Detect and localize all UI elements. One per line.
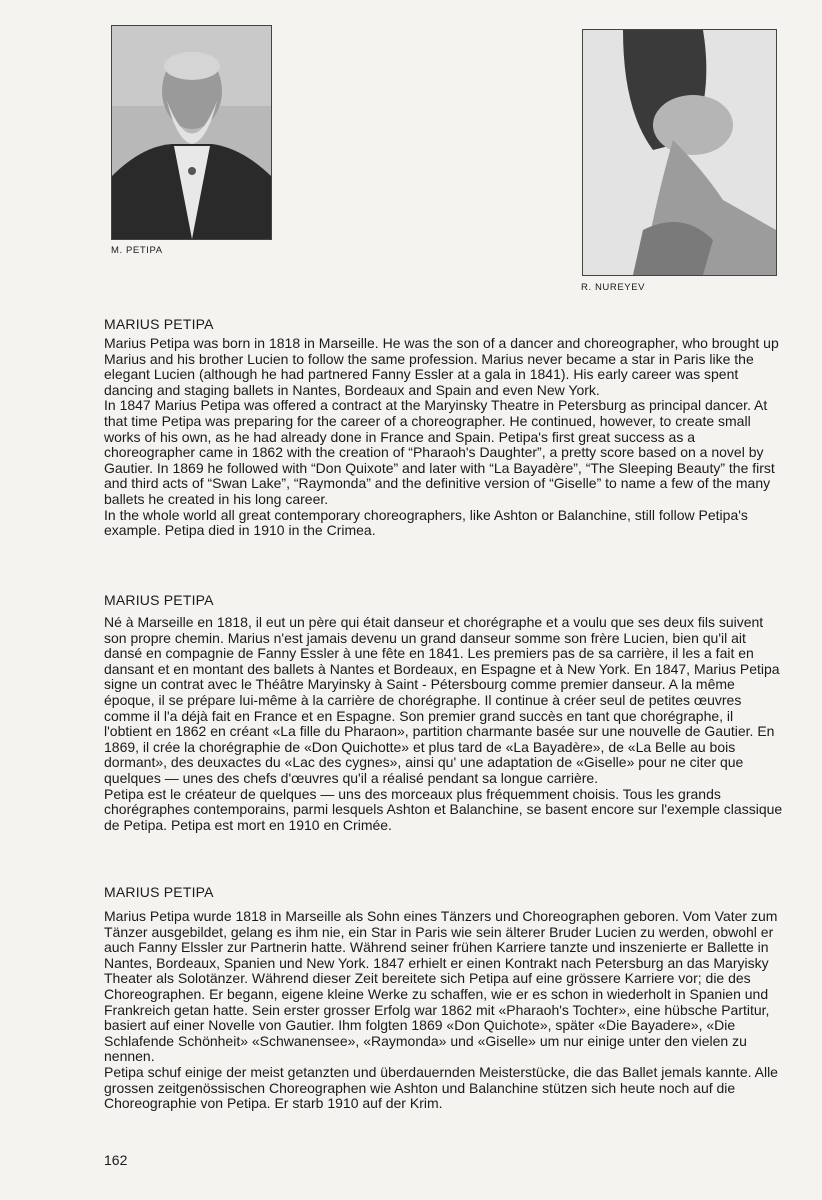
german-paragraph: Petipa schuf einige der meist getanzten und überdauernden Meisterstücke, die das Ballet jemals kannte. Alle grossen zeitgenössischen Choreographen wie Ashton und Balanchine stützen sich heute noch auf die Choreographie von Petipa. Er starb 1910 auf der Krim. <box>104 1063 778 1112</box>
german-body-text <box>104 909 784 1112</box>
french-paragraph: Petipa est le créateur de quelques — uns des morceaux plus fréquemment choisis. Tous les grands chorégraphes contemporains, parmi lesquels Ashton et Balanchine, se basent encore sur l'exemple classique de Petipa. Petipa est mort en 1910 en Crimée. <box>104 785 783 833</box>
english-body-text <box>104 336 784 539</box>
petipa-photo-caption: M. PETIPA <box>111 245 163 256</box>
petipa-portrait-photo <box>111 25 272 240</box>
page-number: 162 <box>104 1152 128 1168</box>
french-paragraph: Né à Marseille en 1818, il eut un père qui était danseur et chorégraphe et a voulu que ses deux fils suivent son propre chemin. Marius n'est jamais devenu un grand danseur somme son frère Lucien, bien qu'il ait dansé en compagnie de Fanny Essler à une fête en 1841. Les premiers pas de sa carrière, il les a fait en dansant et en montant des ballets à Nantes et Bordeaux, en Espagne et à New York. En 1847, Marius Petipa signe un contrat avec le Théâtre Maryinsky à Saint - Pétersbourg comme premier danseur. A la même époque, il se prépare lui-même à la carrière de chorégraphe. Il continue à créer seul de petites œuvres comme il l'a déjà fait en France et en Espagne. Son premier grand succès en tant que chorégraphe, il l'obtient en 1862 en créant «La fille du Pharaon», partition charmante basée sur une nouvelle de Gautier. En 1869, il crée la chorégraphie de «Don Quichotte» et plus tard de «La Bayadère», de «La Belle au bois dormant», des deuxactes du «Lac des cygnes», ainsi qu' une adaptation de «Giselle» pour ne citer que quelques — unes des chefs d'œuvres qu'il a réalisé pendant sa longue carrière. <box>104 614 780 786</box>
french-body-text <box>104 615 784 833</box>
english-paragraph: Marius Petipa was born in 1818 in Marseille. He was the son of a dancer and choreographer, who brought up Marius and his brother Lucien to follow the same profession. Marius never became a star in Paris like the elegant Lucien (although he had partnered Fanny Essler at a gala in 1841). His early career was spent dancing and staging ballets in Nantes, Bordeaux and Spain and even New York. <box>104 335 779 398</box>
french-section-title: MARIUS PETIPA <box>104 592 214 608</box>
nureyev-portrait-photo <box>582 29 777 276</box>
german-section-title: MARIUS PETIPA <box>104 884 214 900</box>
english-section-title: MARIUS PETIPA <box>104 316 214 332</box>
nureyev-photo-caption: R. NUREYEV <box>581 282 646 293</box>
german-paragraph: Marius Petipa wurde 1818 in Marseille als Sohn eines Tänzers und Choreographen geboren. Vom Vater zum Tänzer ausgebildet, gelang es ihm nie, ein Star in Paris wie sein älterer Bruder Lucien zu werden, obwohl er auch Fanny Elssler zur Partnerin hatte. Während seiner frühen Karriere tanzte und inszenierte er Ballette in Nantes, Bordeaux, Spanien und New York. 1847 erhielt er einen Kontrakt nach Petersburg an das Maryisky Theater als Solotänzer. Während dieser Zeit bereitete sich Petipa auf eine grössere Karriere vor; die des Choreographen. Er begann, eigene kleine Werke zu schaffen, wie er es schon in wiederholt in Spanien und Frankreich getan hatte. Sein erster grosser Erfolg war 1862 mit «Pharaoh's Tochter», eine hübsche Partitur, basiert auf einer Novelle von Gautier. Ihm folgten 1869 «Don Quichote», später «Die Bayadere», «Die Schlafende Schönheit» «Schwanensee», «Raymonda» und «Giselle» um nur einige unter den vielen zu nennen. <box>104 908 778 1065</box>
english-paragraph: In 1847 Marius Petipa was offered a contract at the Maryinsky Theatre in Petersburg as principal dancer. At that time Petipa was preparing for the career of a choreographer. He continued, however, to create small works of his own, as he had already done in France and Spain. Petipa's first great success as a choreographer came in 1862 with the creation of “Pharaoh's Daughter”, a pretty score based on a novel by Gautier. In 1869 he followed with “Don Quixote” and later with “La Bayadère”, “The Sleeping Beauty” the first and third acts of “Swan Lake”, “Raymonda” and the definitive version of “Giselle” to name a few of the many ballets he created in his long career. <box>104 397 775 507</box>
english-paragraph: In the whole world all great contemporary choreographers, like Ashton or Balanchine, still follow Petipa's example. Petipa died in 1910 in the Crimea. <box>104 506 748 539</box>
